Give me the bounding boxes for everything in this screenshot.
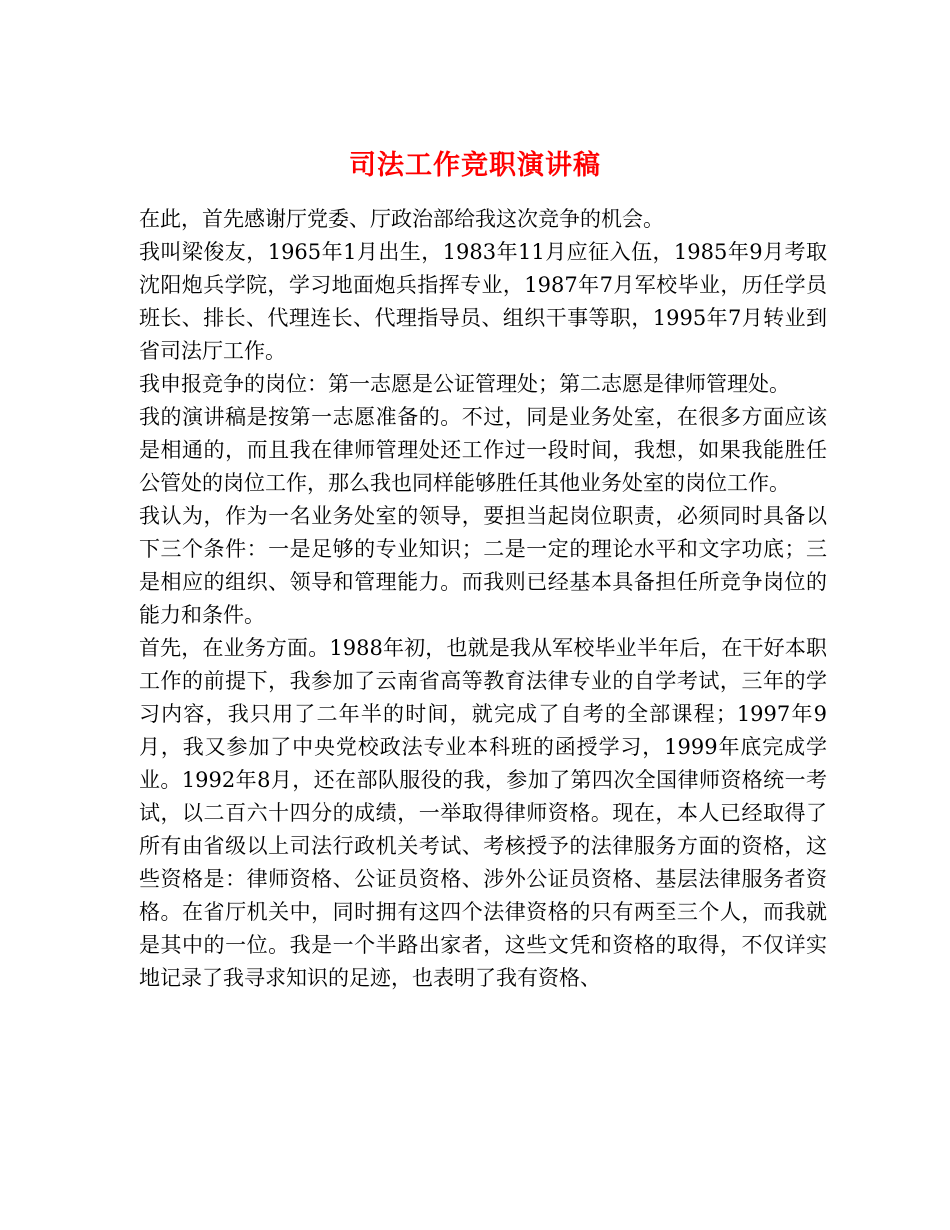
document-title: 司法工作竞职演讲稿	[349, 150, 601, 182]
paragraph-5: 我认为，作为一名业务处室的领导，要担当起岗位职责，必须同时具备以下三个条件：一是足够的专业知识；二是一定的理论水平和文字功底；三是相应的组织、领导和管理能力。而我则已经基本具备担任所竞争岗位的能力和条件。	[139, 504, 827, 627]
paragraph-1: 在此，首先感谢厅党委、厅政治部给我这次竞争的机会。	[139, 207, 664, 231]
paragraph-2: 我叫梁俊友，1965年1月出生，1983年11月应征入伍，1985年9月考取沈阳炮兵学院，学习地面炮兵指挥专业，1987年7月军校毕业，历任学员班长、排长、代理连长、代理指导员、组织干事等职，1995年7月转业到省司法厅工作。	[139, 240, 827, 363]
paragraph-4: 我的演讲稿是按第一志愿准备的。不过，同是业务处室，在很多方面应该是相通的，而且我在律师管理处还工作过一段时间，我想，如果我能胜任公管处的岗位工作，那么我也同样能够胜任其他业务处室的岗位工作。	[139, 405, 827, 495]
paragraph-6: 首先，在业务方面。1988年初，也就是我从军校毕业半年后，在干好本职工作的前提下，我参加了云南省高等教育法律专业的自学考试，三年的学习内容，我只用了二年半的时间，就完成了自考的全部课程；1997年9月，我又参加了中央党校政法专业本科班的函授学习，1999年底完成学业。1992年8月，还在部队服役的我，参加了第四次全国律师资格统一考试，以二百六十四分的成绩，一举取得律师资格。现在，本人已经取得了所有由省级以上司法行政机关考试、考核授予的法律服务方面的资格，这些资格是：律师资格、公证员资格、涉外公证员资格、基层法律服务者资格。在省厅机关中，同时拥有这四个法律资格的只有两至三个人，而我就是其中的一位。我是一个半路出家者，这些文凭和资格的取得，不仅详实地记录了我寻求知识的足迹，也表明了我有资格、	[139, 636, 827, 990]
document-body	[139, 203, 827, 995]
paragraph-3: 我申报竞争的岗位：第一志愿是公证管理处；第二志愿是律师管理处。	[139, 372, 790, 396]
